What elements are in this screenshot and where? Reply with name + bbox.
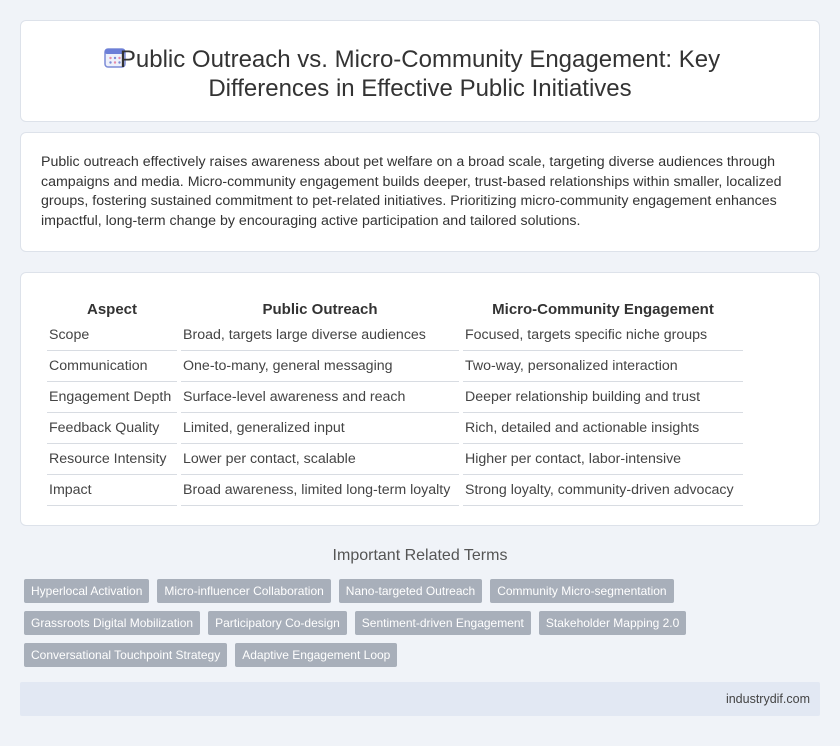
- tag-community-micro-segmentation[interactable]: Community Micro-segmentation: [490, 579, 673, 603]
- table-cell: Feedback Quality: [47, 413, 177, 444]
- comparison-table: [43, 295, 747, 506]
- tag-row: [24, 643, 824, 667]
- table-cell: Broad, targets large diverse audiences: [181, 320, 459, 351]
- table-cell: Resource Intensity: [47, 444, 177, 475]
- table-header-row: [47, 295, 743, 320]
- tag-nano-targeted-outreach[interactable]: Nano-targeted Outreach: [339, 579, 482, 603]
- table-cell: Scope: [47, 320, 177, 351]
- table-cell: Two-way, personalized interaction: [463, 351, 743, 382]
- tag-micro-influencer-collaboration[interactable]: Micro-influencer Collaboration: [157, 579, 330, 603]
- tag-grassroots-digital-mobilization[interactable]: Grassroots Digital Mobilization: [24, 611, 200, 635]
- tag-participatory-co-design[interactable]: Participatory Co-design: [208, 611, 347, 635]
- header-aspect: Aspect: [86, 301, 138, 318]
- table-row: [47, 444, 743, 475]
- table-cell: Communication: [47, 351, 177, 382]
- table-cell: Strong loyalty, community-driven advocacy: [463, 475, 743, 506]
- intro-paragraph: Public outreach effectively raises awareness about pet welfare on a broad scale, targeting diverse audiences through campaigns and media. Micro-community engagement builds deeper, trust-based relationships within smaller, localized groups, fostering sustained commitment to pet-related initiatives. Prioritizing micro-community engagement enhances impactful, long-term change by encouraging active participation and tailored solutions.: [41, 154, 782, 229]
- table-cell: One-to-many, general messaging: [181, 351, 459, 382]
- header-micro-community: Micro-Community Engagement: [492, 301, 714, 318]
- header-public-outreach: Public Outreach: [262, 301, 378, 318]
- table-cell: Limited, generalized input: [181, 413, 459, 444]
- intro-card: [20, 132, 820, 252]
- page-title-line2: Differences in Effective Public Initiatives: [208, 75, 632, 102]
- page-title-line1: Public Outreach vs. Micro-Community Engagement: Key: [119, 46, 721, 73]
- table-cell: Surface-level awareness and reach: [181, 382, 459, 413]
- table-cell: Rich, detailed and actionable insights: [463, 413, 743, 444]
- tag-sentiment-driven-engagement[interactable]: Sentiment-driven Engagement: [355, 611, 531, 635]
- table-row: [47, 382, 743, 413]
- table-row: [47, 351, 743, 382]
- table-row: [47, 475, 743, 506]
- table-cell: Higher per contact, labor-intensive: [463, 444, 743, 475]
- comparison-card: [20, 272, 820, 526]
- tag-conversational-touchpoint-strategy[interactable]: Conversational Touchpoint Strategy: [24, 643, 227, 667]
- related-terms-tags: [24, 579, 824, 675]
- table-cell: Broad awareness, limited long-term loyalty: [181, 475, 459, 506]
- table-cell: Impact: [47, 475, 177, 506]
- table-cell: Focused, targets specific niche groups: [463, 320, 743, 351]
- table-cell: Lower per contact, scalable: [181, 444, 459, 475]
- footer: [20, 682, 820, 716]
- title-card: [20, 20, 820, 122]
- tag-adaptive-engagement-loop[interactable]: Adaptive Engagement Loop: [235, 643, 397, 667]
- tag-row: [24, 611, 824, 635]
- table-cell: Deeper relationship building and trust: [463, 382, 743, 413]
- table-cell: Engagement Depth: [47, 382, 177, 413]
- page-title: [21, 45, 819, 103]
- footer-site-link[interactable]: industrydif.com: [725, 692, 810, 706]
- tag-stakeholder-mapping[interactable]: Stakeholder Mapping 2.0: [539, 611, 686, 635]
- table-row: [47, 413, 743, 444]
- table-row: [47, 320, 743, 351]
- related-terms-title: Important Related Terms: [332, 547, 508, 564]
- tag-row: [24, 579, 824, 603]
- tag-hyperlocal-activation[interactable]: Hyperlocal Activation: [24, 579, 149, 603]
